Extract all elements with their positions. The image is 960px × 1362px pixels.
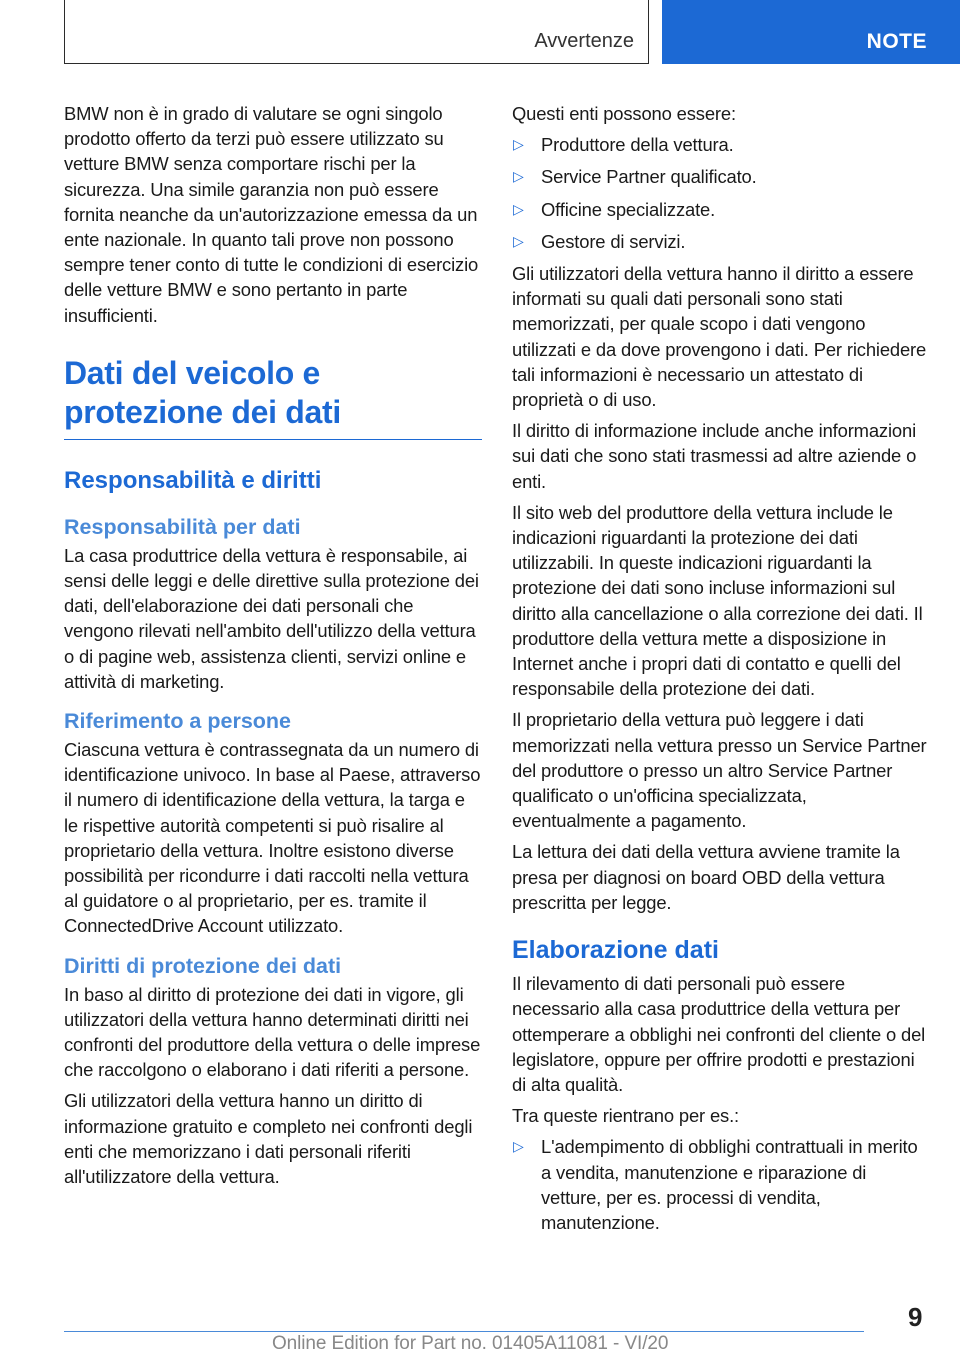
intro-paragraph: BMW non è in grado di valutare se ogni singolo prodotto offerto da terzi può essere utilizzato su vetture BMW senza comportare rischi per la sicurezza. Una simile garanzia non può essere fornita neanche da un'autorizzazione emessa da un ente nazionale. In quanto tali prove non possono sempre tener conto di tutte le condizioni di esercizio delle vetture BMW e sono pertanto in parte insufficienti. bbox=[64, 103, 479, 326]
page-number: 9 bbox=[908, 1302, 923, 1332]
triangle-bullet-icon: ▷ bbox=[513, 200, 524, 217]
header-section-box bbox=[64, 0, 649, 64]
paragraph: Il sito web del produttore della vettura include le indicazioni riguardanti la protezione dei dati utilizzabili. In queste indicazioni riguardanti la protezione dei dati sono incluse informazioni sul diritto alla cancellazione o alla correzione dei dati. Il produttore della vettura mette a disposizione in Internet anche i propri dati di contatto e quelli del responsabile della protezione dei dati. bbox=[512, 501, 923, 700]
triangle-bullet-icon: ▷ bbox=[513, 232, 524, 249]
footer-edition-text: Online Edition for Part no. 01405A11081 - VI/20 bbox=[272, 1333, 669, 1354]
chapter-title: Dati del veicolo e protezione dei dati bbox=[64, 354, 482, 440]
triangle-bullet-icon: ▷ bbox=[513, 136, 524, 153]
entities-list bbox=[512, 132, 928, 254]
list-item: ▷ Produttore della vettura. bbox=[512, 132, 928, 157]
paragraph: Il diritto di informazione include anche informazioni sui dati che sono stati trasmessi ad altre aziende o enti. bbox=[512, 420, 917, 492]
subsection-text-person-reference: Ciascuna vettura è contrassegnata da un numero di identificazione univoco. In base al Paese, attraverso il numero di identificazione della vettura, la targa e le rispettive autorità competenti si può risalire al proprietario della vettura. Inoltre esistono diverse possibilità per ricondurre i dati raccolti nella vettura al guidatore o al proprietario, per es. tramite il ConnectedDrive Account utilizzato. bbox=[64, 739, 481, 937]
subsection-title-person-reference: Riferimento a persone bbox=[64, 709, 291, 734]
entities-intro: Questi enti possono essere: bbox=[512, 103, 736, 124]
subsection-title-responsibility: Responsabilità per dati bbox=[64, 514, 301, 539]
triangle-bullet-icon: ▷ bbox=[513, 1138, 524, 1155]
header-tab-note[interactable] bbox=[662, 0, 960, 64]
list-item: ▷ L'adempimento di obblighi contrattuali in merito a vendita, manutenzione e riparazione di vetture, per es. processi di vendita, manutenzione. bbox=[513, 1136, 918, 1233]
list-item: ▷ Gestore di servizi. bbox=[512, 229, 928, 254]
paragraph: La lettura dei dati della vettura avviene tramite la presa per diagnosi on board OBD della vettura prescritta per legge. bbox=[512, 841, 900, 913]
list-item: ▷ Officine specializzate. bbox=[512, 197, 928, 222]
right-column bbox=[512, 101, 928, 1242]
list-intro: Tra queste rientrano per es.: bbox=[512, 1105, 740, 1127]
paragraph: Il rilevamento di dati personali può essere necessario alla casa produttrice della vettura per ottemperare a obblighi nei confronti del cliente o del legislatore, oppure per offrire prodotti e prestazioni di alta qualità. bbox=[512, 973, 926, 1095]
subsection-title-data-rights: Diritti di protezione dei dati bbox=[64, 953, 342, 978]
paragraph: Gli utilizzatori della vettura hanno il diritto a essere informati su quali dati personali sono stati memorizzati, per quale scopo i dati vengono utilizzati e da dove provengono i dati. Per richiedere tali informazioni è necessario un attestato di proprietà o di uso. bbox=[512, 263, 927, 411]
list-item: ▷ Service Partner qualificato. bbox=[512, 164, 928, 189]
paragraph: Il proprietario della vettura può leggere i dati memorizzati nella vettura presso un Service Partner del produttore o presso un altro Service Partner qualificato o un'officina specializzata, eventualmente a pagamento. bbox=[512, 709, 927, 832]
header-section-label: Avvertenze bbox=[534, 30, 634, 52]
header-tab-label: NOTE bbox=[866, 30, 927, 53]
subsection-text-data-rights-1: In baso al diritto di protezione dei dati in vigore, gli utilizzatori della vettura hanno determinati diritti nei confronti del produttore della vettura o delle imprese che raccolgono o elaborano i dati riferiti a persone. bbox=[64, 983, 481, 1081]
left-column bbox=[64, 101, 482, 1195]
subsection-text-responsibility: La casa produttrice della vettura è responsabile, ai sensi delle leggi e delle direttive sulla protezione dei dati, dell'elaborazione dei dati personali che vengono rilevati nell'ambito dell'utilizzo della vettura o di pagine web, assistenza clienti, servizi online e attività di marketing. bbox=[64, 544, 479, 692]
section-title-data-processing: Elaborazione dati bbox=[512, 936, 719, 965]
footer-divider bbox=[64, 1331, 864, 1332]
subsection-text-data-rights-2: Gli utilizzatori della vettura hanno un diritto di informazione gratuito e completo nei confronti degli enti che memorizzano i dati personali riferiti all'utilizzatore della vettura. bbox=[64, 1090, 473, 1188]
processing-list bbox=[512, 1134, 928, 1235]
section-title: Responsabilità e diritti bbox=[64, 466, 322, 494]
triangle-bullet-icon: ▷ bbox=[513, 168, 524, 185]
